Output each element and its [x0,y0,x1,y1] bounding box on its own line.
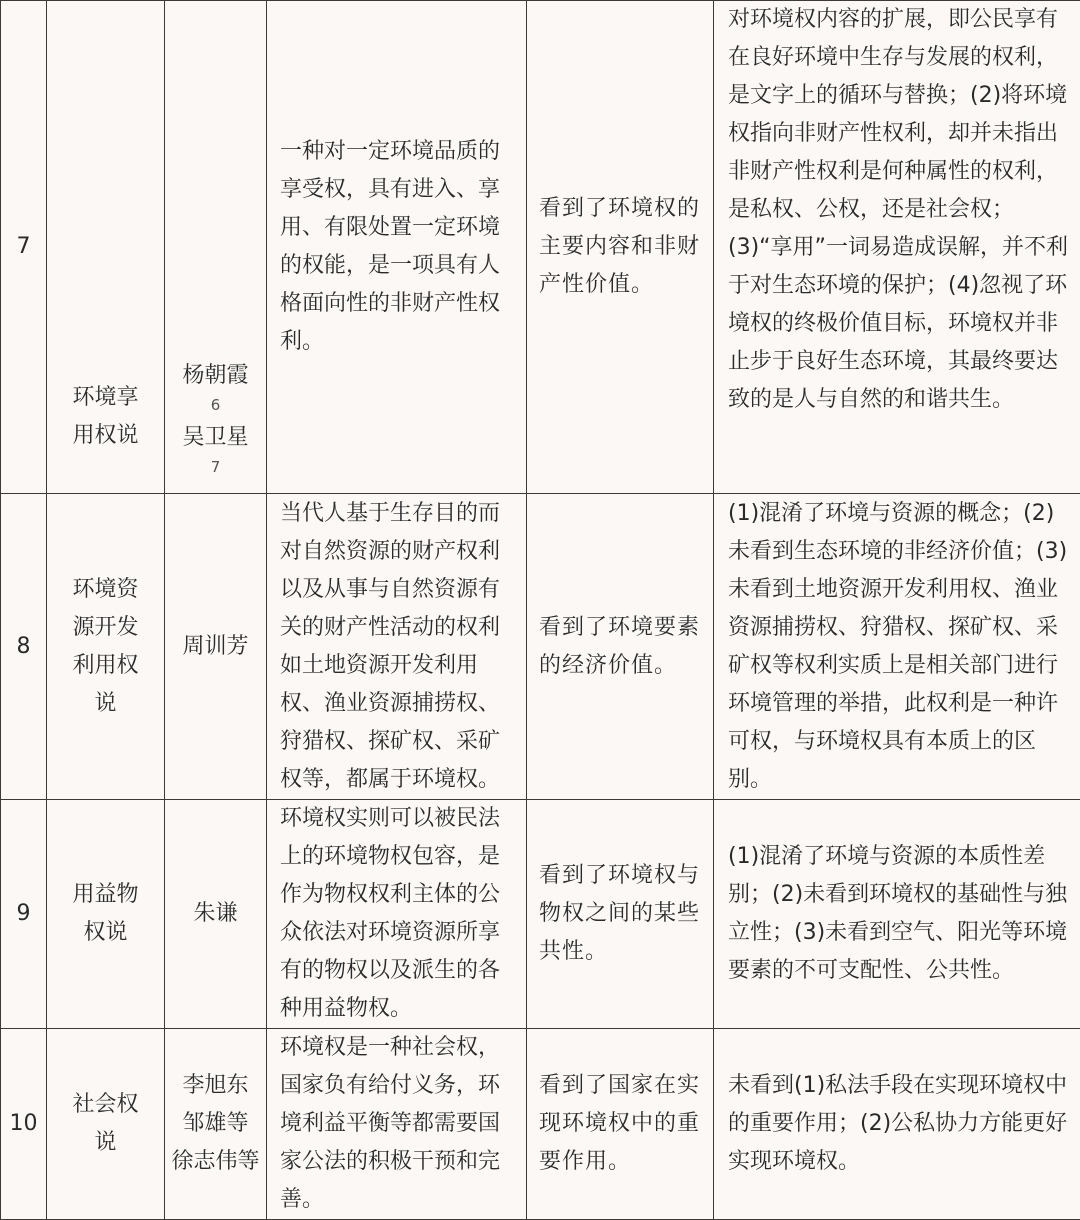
author-name: 李旭东 [171,1067,260,1105]
merit-cell: 看到了环境权与物权之间的某些共性。 [527,800,714,1029]
theory-name: 用益物权说 [47,800,165,1029]
merit-cell: 看到了国家在实现环境权中的重要作用。 [527,1029,714,1220]
footnote-mark: 7 [171,457,260,477]
theory-name: 社会权说 [47,1029,165,1220]
table-row [1,1029,1080,1220]
row-number: 10 [1,1029,47,1220]
content-cell: 环境权是一种社会权，国家负有给付义务，环境利益平衡等都需要国家公法的积极干预和完善。 [267,1029,527,1220]
table-row [1,800,1080,1029]
row-number: 7 [1,1,47,494]
critique-cell: (1)混淆了环境与资源的概念；(2)未看到生态环境的非经济价值；(3)未看到土地资源开发利用权、渔业资源捕捞权、狩猎权、探矿权、采矿权等权利实质上是相关部门进行环境管理的举措，此权利是一种许可权，与环境权具有本质上的区别。 [714,494,1080,800]
table-row [1,494,1080,800]
author-name: 杨朝霞 [171,357,260,395]
author-name: 朱谦 [171,895,260,933]
theory-name: 环境资源开发利用权说 [47,494,165,800]
row-number: 8 [1,494,47,800]
author-name: 吴卫星 [171,419,260,457]
row-number: 9 [1,800,47,1029]
footnote-mark: 6 [171,395,260,415]
critique-cell: 未看到(1)私法手段在实现环境权中的重要作用；(2)公私协力方能更好实现环境权。 [714,1029,1080,1220]
authors-cell [165,800,267,1029]
authors-cell [165,1029,267,1220]
merit-cell: 看到了环境权的主要内容和非财产性价值。 [527,1,714,494]
critique-cell: 对环境权内容的扩展，即公民享有在良好环境中生存与发展的权利，是文字上的循环与替换；(2)将环境权指向非财产性权利，却并未指出非财产性权利是何种属性的权利，是私权、公权，还是社会权；(3)“享用”一词易造成误解，并不利于对生态环境的保护；(4)忽视了环境权的终极价值目标，环境权并非止步于良好生态环境，其最终要达致的是人与自然的和谐共生。 [714,1,1080,494]
author-name: 徐志伟等 [171,1143,260,1181]
table-row [1,1,1080,494]
theory-name: 环境享用权说 [47,1,165,494]
content-cell: 当代人基于生存目的而对自然资源的财产权利以及从事与自然资源有关的财产性活动的权利如土地资源开发利用权、渔业资源捕捞权、狩猎权、探矿权、采矿权等，都属于环境权。 [267,494,527,800]
author-name: 周训芳 [171,628,260,666]
content-cell: 环境权实则可以被民法上的环境物权包容，是作为物权权利主体的公众依法对环境资源所享有的物权以及派生的各种用益物权。 [267,800,527,1029]
critique-cell: (1)混淆了环境与资源的本质性差别；(2)未看到环境权的基础性与独立性；(3)未看到空气、阳光等环境要素的不可支配性、公共性。 [714,800,1080,1029]
authors-cell [165,494,267,800]
authors-cell [165,1,267,494]
author-name: 邹雄等 [171,1105,260,1143]
content-cell: 一种对一定环境品质的享受权，具有进入、享用、有限处置一定环境的权能，是一项具有人格面向性的非财产性权利。 [267,1,527,494]
merit-cell: 看到了环境要素的经济价值。 [527,494,714,800]
